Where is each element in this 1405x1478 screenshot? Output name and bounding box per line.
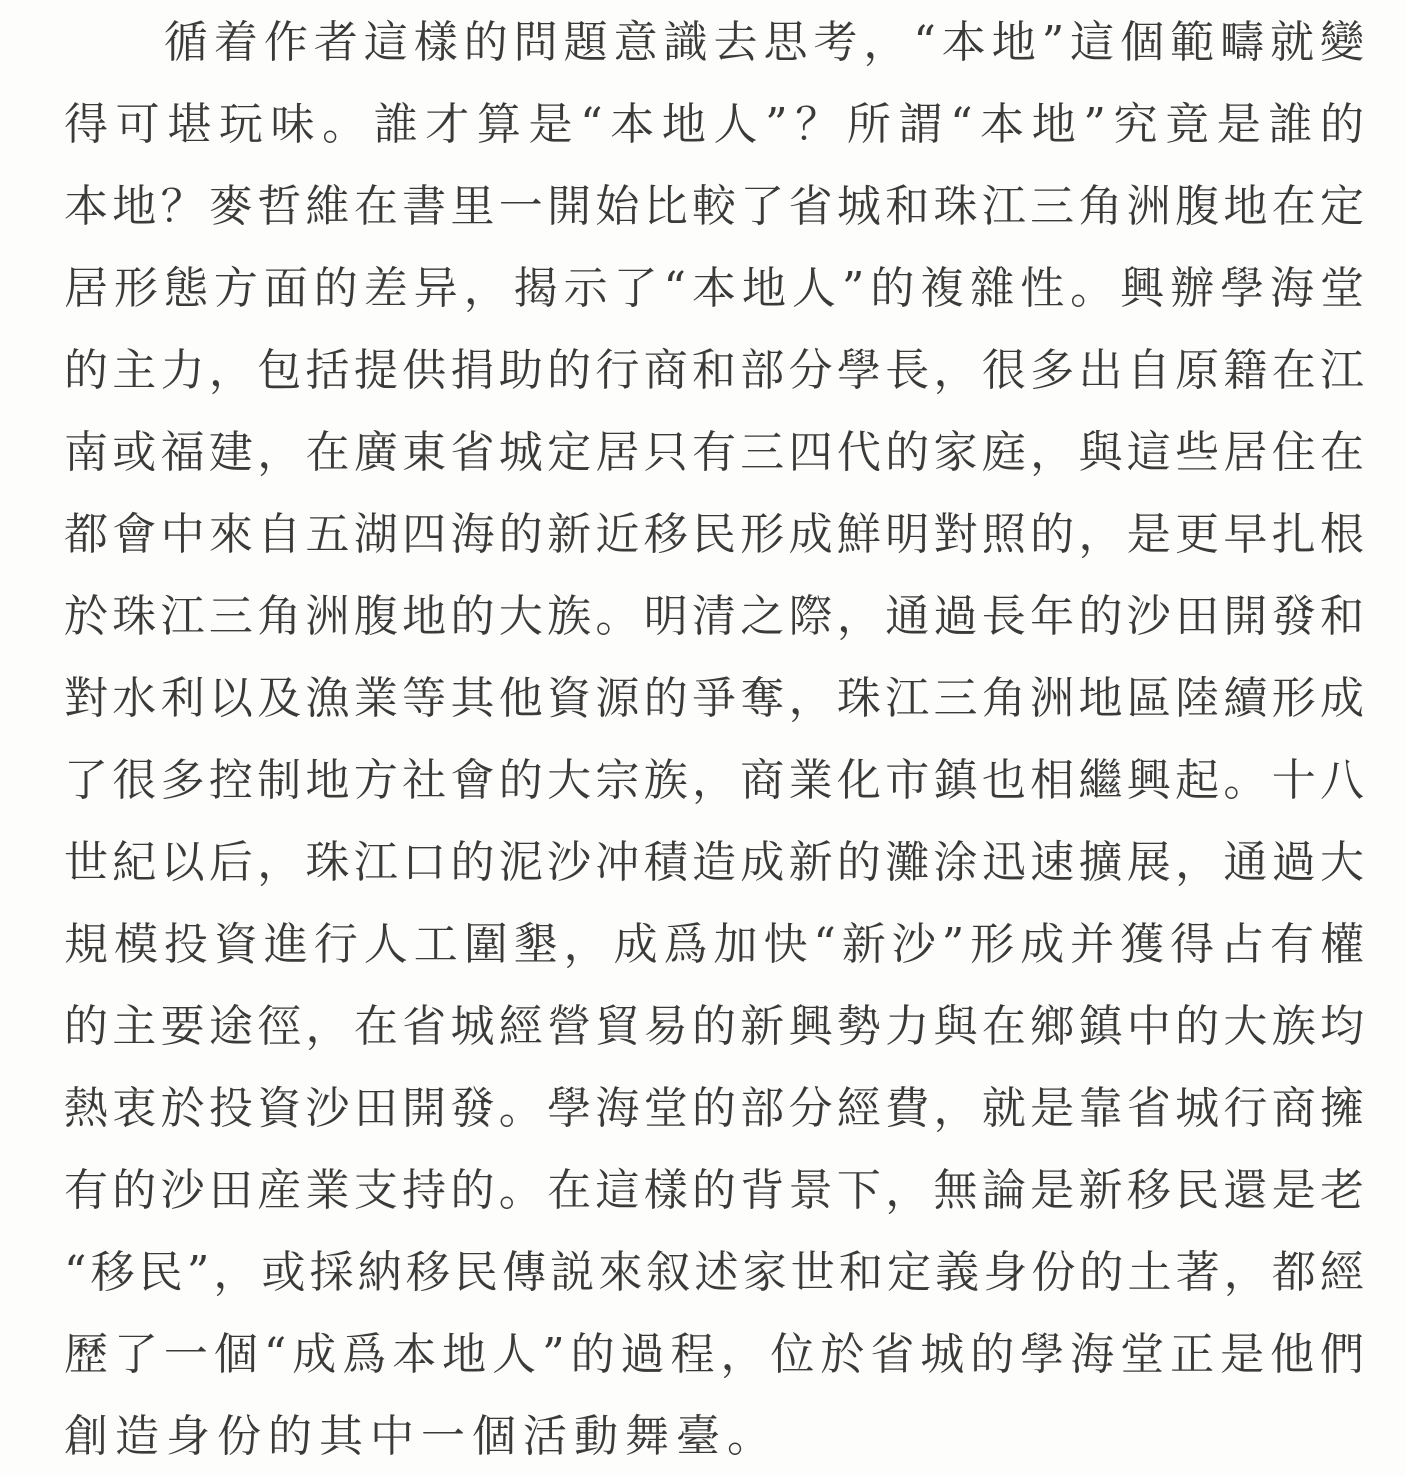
text-line: 於珠江三角洲腹地的大族。明清之際，通過長年的沙田開發和: [64, 591, 1364, 642]
text-line: 對水利以及漁業等其他資源的爭奪，珠江三角洲地區陸續形成: [64, 673, 1364, 724]
text-line: 歷了一個“成爲本地人”的過程，位於省城的學海堂正是他們: [64, 1329, 1364, 1380]
text-line: 的主要途徑，在省城經營貿易的新興勢力與在鄉鎮中的大族均: [64, 1001, 1364, 1052]
body-paragraph: [64, 2, 1364, 1478]
text-line: 循着作者這樣的問題意識去思考，“本地”這個範疇就變: [64, 17, 1364, 68]
text-line: “移民”，或採納移民傳説來叙述家世和定義身份的土著，都經: [64, 1247, 1364, 1298]
text-line: 世紀以后，珠江口的泥沙冲積造成新的灘涂迅速擴展，通過大: [64, 837, 1364, 888]
text-line: 規模投資進行人工圍墾，成爲加快“新沙”形成并獲得占有權: [64, 919, 1364, 970]
text-line: 都會中來自五湖四海的新近移民形成鮮明對照的，是更早扎根: [64, 509, 1364, 560]
text-line: 的主力，包括提供捐助的行商和部分學長，很多出自原籍在江: [64, 345, 1364, 396]
text-line: 有的沙田産業支持的。在這樣的背景下，無論是新移民還是老: [64, 1165, 1364, 1216]
text-line: 本地？麥哲維在書里一開始比較了省城和珠江三角洲腹地在定: [64, 181, 1364, 232]
text-line: 熱衷於投資沙田開發。學海堂的部分經費，就是靠省城行商擁: [64, 1083, 1364, 1134]
text-line: 了很多控制地方社會的大宗族，商業化市鎮也相繼興起。十八: [64, 755, 1364, 806]
text-line-last: 創造身份的其中一個活動舞臺。: [64, 1411, 778, 1462]
text-line: 居形態方面的差异，揭示了“本地人”的複雜性。興辦學海堂: [64, 263, 1364, 314]
text-line: 南或福建，在廣東省城定居只有三四代的家庭，與這些居住在: [64, 427, 1364, 478]
text-line: 得可堪玩味。誰才算是“本地人”？所謂“本地”究竟是誰的: [64, 99, 1364, 150]
